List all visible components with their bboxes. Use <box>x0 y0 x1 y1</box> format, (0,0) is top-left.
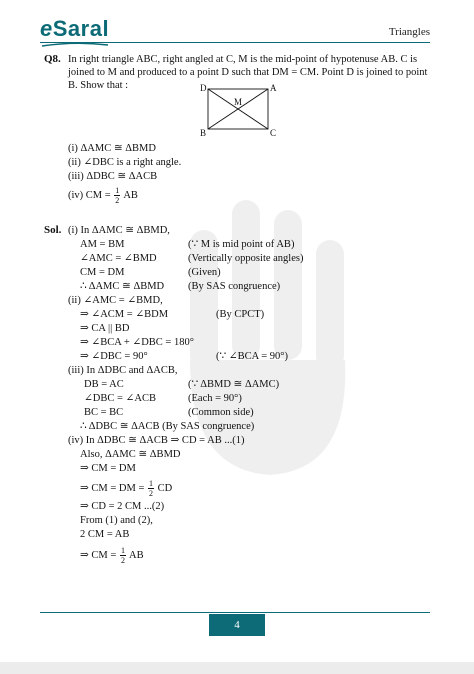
triangle-figure <box>200 83 278 139</box>
footer-divider <box>40 612 430 613</box>
sol-line: ⇒ ∠DBC = 90° <box>80 351 148 362</box>
sol-reason: (∵ M is mid point of AB) <box>188 239 295 250</box>
chapter-title: Triangles <box>388 26 430 38</box>
sol-line: DB = AC <box>84 379 124 390</box>
fraction-half: $\frac{1}{2}$ <box>115 186 120 205</box>
fraction-half: $\frac{1}{2}$ <box>149 479 154 498</box>
part-i: (i) ΔAMC ≅ ΔBMD <box>68 143 156 154</box>
bottom-strip <box>0 662 474 674</box>
part-iv-suffix: AB <box>123 189 138 201</box>
sol-line: (iv) In ΔDBC ≅ ΔACB ⇒ CD = AB ...(1) <box>68 435 245 446</box>
sol-line: ⇒ ∠ACM = ∠BDM <box>80 309 169 320</box>
figure-label-b: B <box>200 128 207 138</box>
sol-reason: (∵ ΔBMD ≅ ΔAMC) <box>188 379 280 390</box>
sol-line: BC = BC <box>84 407 124 418</box>
figure-label-a: A <box>270 83 277 93</box>
header-divider <box>40 42 430 43</box>
sol-line: (iii) In ΔDBC and ΔACB, <box>68 365 178 376</box>
sol-line-fraction: ⇒ CM = DM = $\frac{1}{2}$ CD <box>80 479 173 498</box>
sol-line: ⇒ CA || BD <box>80 323 130 334</box>
part-ii: (ii) ∠DBC is a right angle. <box>68 157 182 168</box>
figure-label-d: D <box>200 83 207 93</box>
part-iv <box>68 186 138 205</box>
question-number: Q8. <box>44 53 61 65</box>
solution-label: Sol. <box>44 224 62 236</box>
figure-label-c: C <box>270 128 277 138</box>
fraction-half: $\frac{1}{2}$ <box>120 546 125 565</box>
sol-line: (i) In ΔAMC ≅ ΔBMD, <box>68 225 170 236</box>
sol-line: ∠DBC = ∠ACB <box>84 393 156 404</box>
sol-reason: (By CPCT) <box>216 309 265 320</box>
sol-line: ⇒ CD = 2 CM ...(2) <box>80 501 165 512</box>
sol-reason: (Common side) <box>188 407 254 418</box>
sol-reason: (Given) <box>188 267 221 278</box>
sol-line: ∴ ΔAMC ≅ ΔBMD <box>80 281 165 292</box>
sol-reason: (∵ ∠BCA = 90°) <box>216 351 288 362</box>
brand-logo: eSaral <box>40 16 110 41</box>
sol-line: ⇒ CM = DM <box>80 463 136 474</box>
sol-line: ∴ ΔDBC ≅ ΔACB (By SAS congruence) <box>80 421 255 432</box>
sol-line: 2 CM = AB <box>80 529 130 540</box>
sol-line: AM = BM <box>80 239 125 250</box>
question-text: In right triangle ABC, right angled at C, M is the mid-point of hypotenuse AB. C is joined to M and produced to a point D such that DM = CM. Point D is joined to point B. Show that : <box>68 54 428 91</box>
sol-line: ⇒ ∠BCA + ∠DBC = 180° <box>80 337 194 348</box>
part-iii: (iii) ΔDBC ≅ ΔACB <box>68 171 158 182</box>
sol-line: ∠AMC = ∠BMD <box>80 253 157 264</box>
sol-line: CM = DM <box>80 267 125 278</box>
sol-reason: (Each = 90°) <box>188 393 242 404</box>
sol-line: From (1) and (2), <box>80 515 153 526</box>
sol-reason: (By SAS congruence) <box>188 281 281 292</box>
sol-line-fraction: ⇒ CM = $\frac{1}{2}$ AB <box>80 546 144 565</box>
sol-line: Also, ΔAMC ≅ ΔBMD <box>80 449 181 460</box>
figure-label-m: M <box>234 97 243 107</box>
sol-reason: (Vertically opposite angles) <box>188 253 304 264</box>
page-number: 4 <box>209 614 265 636</box>
part-iv-prefix: (iv) CM = <box>68 189 111 201</box>
sol-line: (ii) ∠AMC = ∠BMD, <box>68 295 163 306</box>
